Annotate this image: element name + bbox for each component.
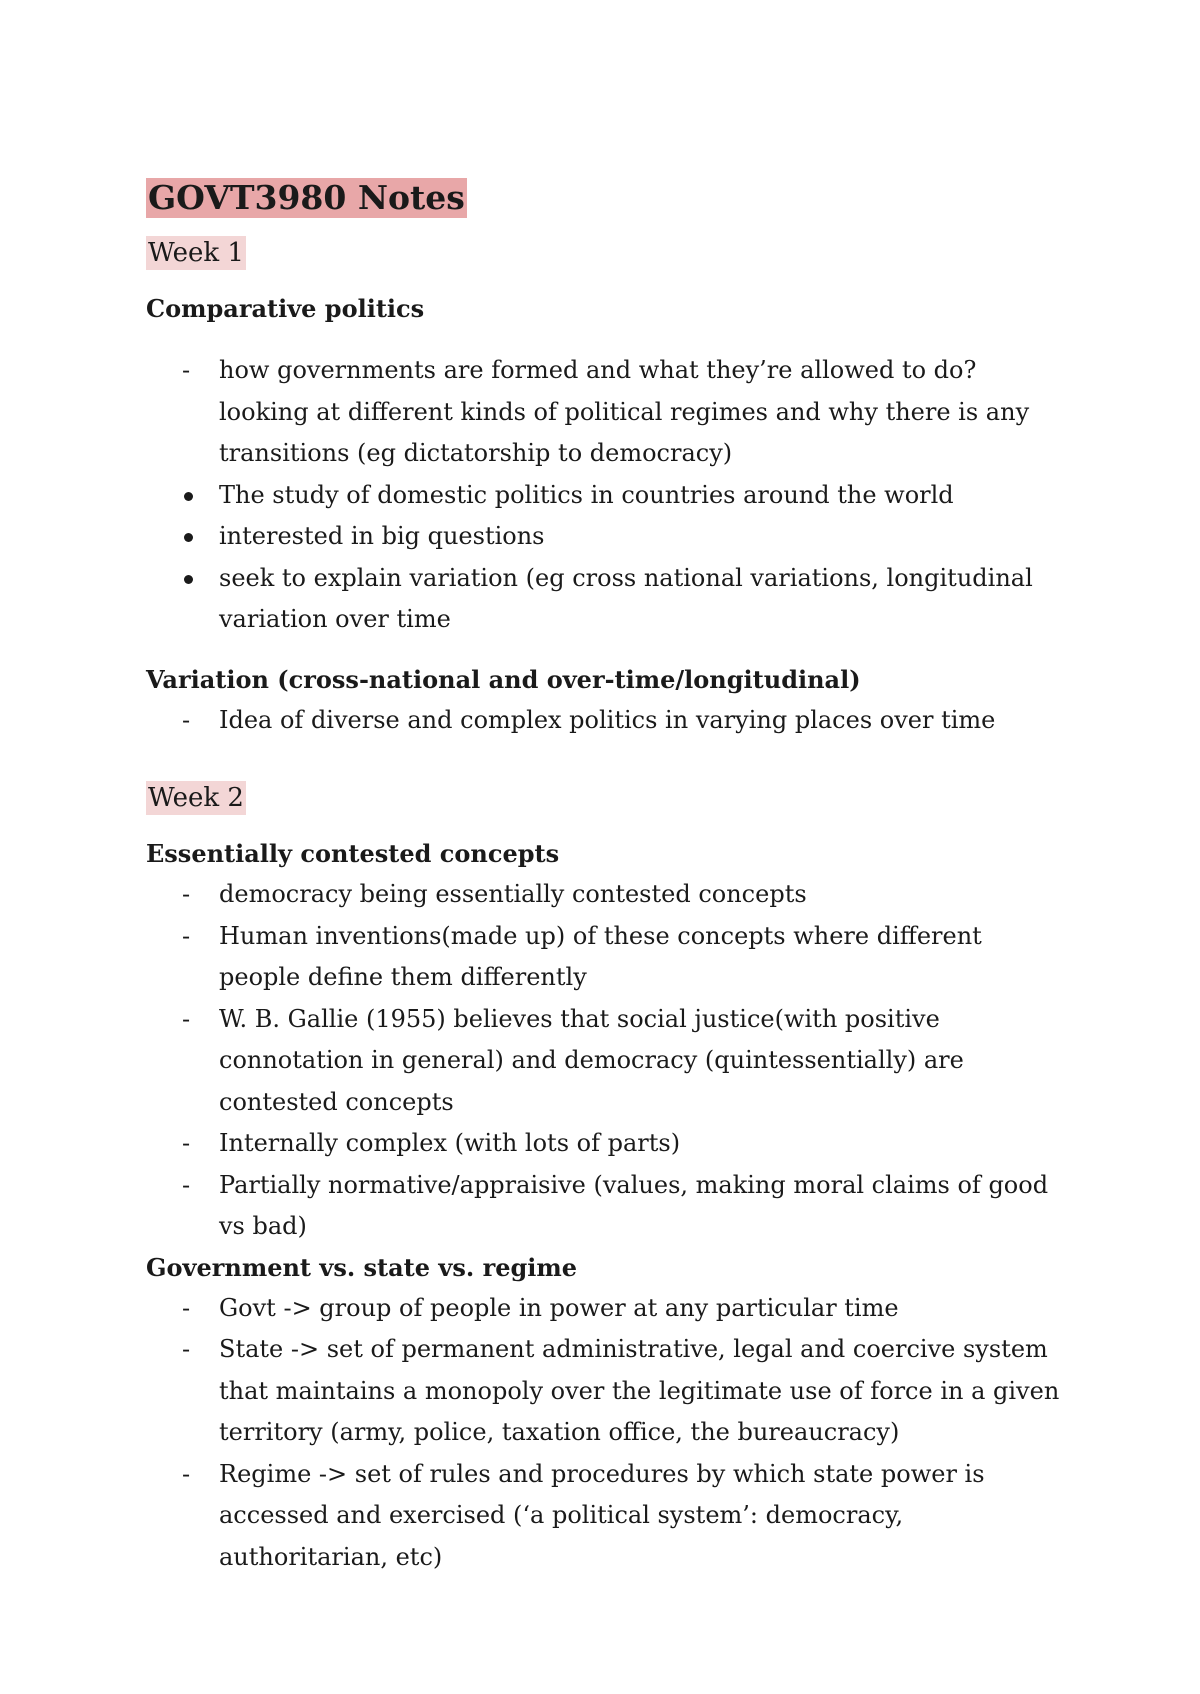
list-item — [146, 350, 1066, 475]
dash-marker: - — [182, 705, 191, 734]
list-item — [146, 1329, 1066, 1454]
dash-marker: - — [182, 1293, 191, 1322]
list-item-text: democracy being essentially contested concepts — [219, 880, 807, 908]
section-heading: Essentially contested concepts — [146, 839, 560, 868]
list-item — [146, 1288, 1066, 1330]
list-item-text: Internally complex (with lots of parts) — [219, 1129, 681, 1157]
dash-marker: - — [182, 356, 191, 384]
list-item-text: Human inventions(made up) of these concepts where different people define them differently — [219, 921, 982, 991]
list-item-text: W. B. Gallie (1955) believes that social justice(with positive connotation in general) and democracy (quintessentially) are contested concepts — [219, 1004, 964, 1116]
section-heading: Comparative politics — [146, 294, 425, 323]
list-item-text: The study of domestic politics in countries around the world — [219, 480, 954, 509]
list-item — [146, 700, 1066, 742]
dash-marker: - — [182, 1335, 191, 1363]
document-page — [146, 178, 1066, 1578]
week-1-label: Week 1 — [148, 238, 244, 268]
dash-marker: - — [182, 1004, 191, 1033]
dash-marker: - — [182, 1459, 191, 1488]
list-item — [146, 1165, 1066, 1248]
list-item — [146, 916, 1066, 999]
week-2-label: Week 2 — [148, 783, 244, 813]
dash-marker: - — [182, 1170, 191, 1199]
week-2-block — [146, 781, 1066, 1578]
section-list — [146, 1288, 1066, 1579]
section-list — [146, 700, 1066, 742]
list-item-text: Idea of diverse and complex politics in varying places over time — [219, 705, 996, 734]
list-item-text: State -> set of permanent administrative, legal and coercive system that maintains a monopoly over the legitimate use of force in a given territory (army, police, taxation office, the bureaucracy) — [219, 1335, 1060, 1446]
dash-marker: - — [182, 1129, 191, 1157]
doc-title-row — [146, 178, 1066, 218]
list-item — [146, 999, 1066, 1124]
bullet-marker — [184, 492, 193, 501]
list-item-text: how governments are formed and what they’re allowed to do? looking at different kinds of political regimes and why there is any transitions (eg dictatorship to democracy) — [219, 356, 1030, 467]
list-item — [146, 1454, 1066, 1579]
section-heading: Variation (cross-national and over-time/longitudinal) — [146, 664, 861, 694]
bullet-marker — [184, 533, 193, 542]
list-item — [146, 516, 1066, 558]
list-item — [146, 475, 1066, 517]
list-item — [146, 558, 1066, 641]
list-item — [146, 1123, 1066, 1165]
dash-marker: - — [182, 921, 191, 950]
list-item-text: Govt -> group of people in power at any particular time — [219, 1293, 899, 1322]
list-item-text: Partially normative/appraisive (values, making moral claims of good vs bad) — [219, 1170, 1049, 1240]
section-heading: Government vs. state vs. regime — [146, 1252, 578, 1282]
week-1-block — [146, 236, 1066, 741]
list-item — [146, 874, 1066, 916]
bullet-marker — [184, 575, 193, 584]
section-list — [146, 874, 1066, 1248]
list-item-text: seek to explain variation (eg cross national variations, longitudinal variation over time — [219, 563, 1033, 633]
dash-marker: - — [182, 880, 191, 908]
list-item-text: Regime -> set of rules and procedures by which state power is accessed and exercised (‘a political system’: democracy, authoritarian, etc) — [219, 1459, 985, 1571]
list-item-text: interested in big questions — [219, 522, 545, 550]
section-list — [146, 350, 1066, 641]
doc-title: GOVT3980 Notes — [148, 178, 465, 217]
